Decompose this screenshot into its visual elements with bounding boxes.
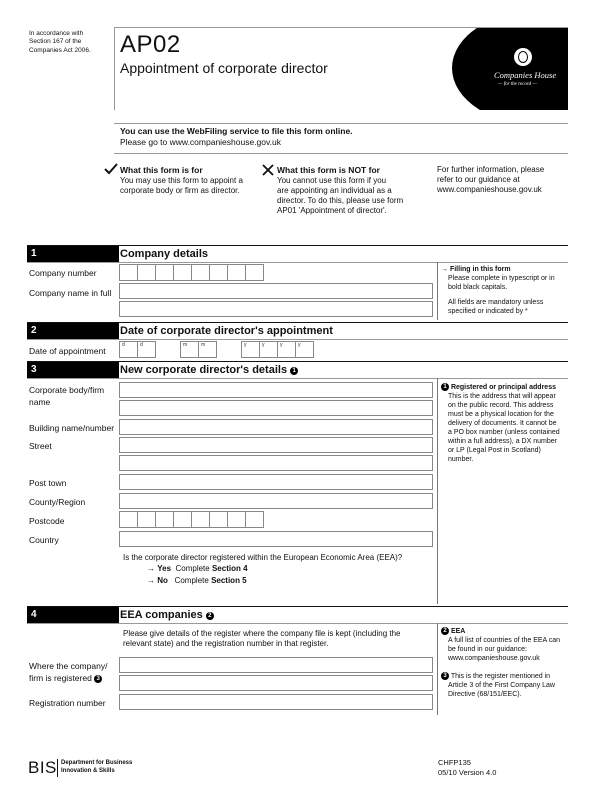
register-note: 3 This is the register mentioned in Article 3 of the First Company Law Directive (68/151/EEC). bbox=[441, 672, 565, 700]
eea-question: Is the corporate director registered within the European Economic Area (EEA)? bbox=[123, 553, 403, 562]
postcode-cell[interactable] bbox=[173, 511, 192, 528]
building-field[interactable] bbox=[119, 419, 433, 435]
company-number-boxes bbox=[119, 264, 264, 281]
section4-title: EEA companies 2 bbox=[120, 609, 214, 621]
section2-number: 2 bbox=[27, 323, 119, 339]
postcode-cell[interactable] bbox=[227, 511, 246, 528]
registration-number-label: Registration number bbox=[29, 698, 106, 708]
header-divider bbox=[114, 27, 115, 110]
section1-number: 1 bbox=[27, 246, 119, 262]
webfiling-bottom-rule bbox=[114, 153, 568, 154]
company-number-label: Company number bbox=[29, 268, 97, 278]
companies-house-logo bbox=[450, 28, 568, 110]
department-name: Department for Business Innovation & Skills bbox=[61, 760, 133, 774]
street-field-1[interactable] bbox=[119, 437, 433, 453]
footnote-marker: 2 bbox=[206, 612, 214, 620]
section4-side-divider bbox=[437, 623, 438, 715]
logo-tagline: — for the record — bbox=[498, 82, 537, 87]
form-title: Appointment of corporate director bbox=[120, 60, 328, 76]
building-label: Building name/number bbox=[29, 423, 115, 433]
section4-number: 4 bbox=[27, 607, 119, 623]
county-label: County/Region bbox=[29, 497, 86, 507]
webfiling-heading: You can use the WebFiling service to file this form online. bbox=[120, 126, 353, 136]
date-cell-day[interactable]: d bbox=[119, 341, 138, 358]
footnote-marker: 3 bbox=[441, 672, 449, 680]
webfiling-link[interactable]: Please go to www.companieshouse.gov.uk bbox=[120, 137, 281, 147]
for-text: You may use this form to appoint a corporate body or firm as director. bbox=[120, 176, 243, 195]
section3-side-divider bbox=[437, 378, 438, 604]
section3-sub-rule bbox=[27, 378, 568, 379]
company-number-cell[interactable] bbox=[155, 264, 174, 281]
section3-title: New corporate director's details 1 bbox=[120, 364, 298, 376]
section1-title: Company details bbox=[120, 248, 209, 260]
section2-sub-rule bbox=[27, 339, 568, 340]
crest-icon bbox=[514, 48, 532, 66]
post-town-field[interactable] bbox=[119, 474, 433, 490]
not-for-title: What this form is NOT for bbox=[277, 165, 380, 175]
date-cell-year[interactable]: y bbox=[259, 341, 278, 358]
company-number-cell[interactable] bbox=[191, 264, 210, 281]
company-number-cell[interactable] bbox=[245, 264, 264, 281]
country-field[interactable] bbox=[119, 531, 433, 547]
registered-address-note: 1 Registered or principal address This is the address that will appear on the public record. This address must be a physical location for the delivery of documents. It cannot be a PO box number (unless contained within a full address), a DX number or LP (Legal Post in Scotland) number. bbox=[441, 383, 565, 465]
postcode-boxes bbox=[119, 511, 264, 528]
postcode-cell[interactable] bbox=[209, 511, 228, 528]
postcode-cell[interactable] bbox=[245, 511, 264, 528]
footnote-marker: 1 bbox=[441, 383, 449, 391]
corporate-body-field-2[interactable] bbox=[119, 400, 433, 416]
eea-yes-option[interactable]: → Yes Complete Section 4 bbox=[147, 564, 248, 573]
date-cell-year[interactable]: y bbox=[241, 341, 260, 358]
footnote-marker: 2 bbox=[441, 627, 449, 635]
where-registered-label: Where the company/ firm is registered 3 bbox=[29, 661, 108, 684]
date-cell-year[interactable]: y bbox=[277, 341, 296, 358]
county-field[interactable] bbox=[119, 493, 433, 509]
company-number-cell[interactable] bbox=[137, 264, 156, 281]
logo-name: Companies House bbox=[494, 70, 557, 80]
date-year-boxes bbox=[241, 341, 314, 358]
postcode-label: Postcode bbox=[29, 516, 65, 526]
date-cell-month[interactable]: m bbox=[180, 341, 199, 358]
check-icon bbox=[104, 163, 118, 175]
logo-shape bbox=[450, 28, 568, 110]
further-info: For further information, please refer to our guidance at www.companieshouse.gov.uk bbox=[437, 165, 545, 194]
postcode-cell[interactable] bbox=[119, 511, 138, 528]
post-town-label: Post town bbox=[29, 478, 67, 488]
postcode-cell[interactable] bbox=[137, 511, 156, 528]
company-number-cell[interactable] bbox=[173, 264, 192, 281]
company-number-cell[interactable] bbox=[209, 264, 228, 281]
company-name-field-1[interactable] bbox=[119, 283, 433, 299]
legal-reference: In accordance with Section 167 of the Companies Act 2006. bbox=[29, 30, 91, 54]
country-label: Country bbox=[29, 535, 59, 545]
bis-divider bbox=[57, 759, 58, 777]
cross-icon bbox=[262, 164, 274, 176]
not-for-text: You cannot use this form if you are appointing an individual as a director. To do this, please use form AP01 'Appointment of director'. bbox=[277, 176, 404, 215]
company-name-label: Company name in full bbox=[29, 288, 112, 298]
street-label: Street bbox=[29, 441, 52, 451]
footnote-marker: 3 bbox=[94, 675, 102, 683]
date-month-boxes bbox=[180, 341, 217, 358]
date-cell-day[interactable]: d bbox=[137, 341, 156, 358]
company-number-cell[interactable] bbox=[119, 264, 138, 281]
section1-sub-rule bbox=[27, 262, 568, 263]
company-name-field-2[interactable] bbox=[119, 301, 433, 317]
company-number-cell[interactable] bbox=[227, 264, 246, 281]
arrow-icon: → bbox=[147, 576, 158, 585]
street-field-2[interactable] bbox=[119, 455, 433, 471]
section4-sub-rule bbox=[27, 623, 568, 624]
section2-title: Date of corporate director's appointment bbox=[120, 325, 333, 337]
date-of-appointment-label: Date of appointment bbox=[29, 346, 106, 356]
date-cell-year[interactable]: y bbox=[295, 341, 314, 358]
filling-in-note: → Filling in this form Please complete in typescript or in bold black capitals. All fields are mandatory unless specified or indicated by * bbox=[441, 266, 555, 315]
arrow-icon: → bbox=[441, 266, 450, 273]
form-version: CHFP135 05/10 Version 4.0 bbox=[438, 758, 497, 777]
eea-no-option[interactable]: → No Complete Section 5 bbox=[147, 576, 247, 585]
date-day-boxes bbox=[119, 341, 156, 358]
footnote-marker: 1 bbox=[290, 367, 298, 375]
bis-logo: BIS bbox=[28, 758, 57, 777]
eea-note: 2 EEA A full list of countries of the EEA can be found in our guidance: www.companieshouse.gov.uk bbox=[441, 627, 565, 664]
postcode-cell[interactable] bbox=[155, 511, 174, 528]
webfiling-top-rule bbox=[114, 123, 568, 124]
where-registered-field-2[interactable] bbox=[119, 675, 433, 691]
where-registered-field-1[interactable] bbox=[119, 657, 433, 673]
section1-side-divider bbox=[437, 262, 438, 320]
section3-number: 3 bbox=[27, 362, 119, 378]
corporate-body-field-1[interactable] bbox=[119, 382, 433, 398]
eea-instructions: Please give details of the register where the company file is kept (including the relevant state) and the registration number in that register. bbox=[123, 629, 401, 648]
registration-number-field[interactable] bbox=[119, 694, 433, 710]
date-cell-month[interactable]: m bbox=[198, 341, 217, 358]
arrow-icon: → bbox=[147, 564, 158, 573]
for-title: What this form is for bbox=[120, 165, 203, 175]
form-code: AP02 bbox=[120, 31, 181, 58]
corporate-body-label: Corporate body/firm name bbox=[29, 385, 105, 408]
postcode-cell[interactable] bbox=[191, 511, 210, 528]
